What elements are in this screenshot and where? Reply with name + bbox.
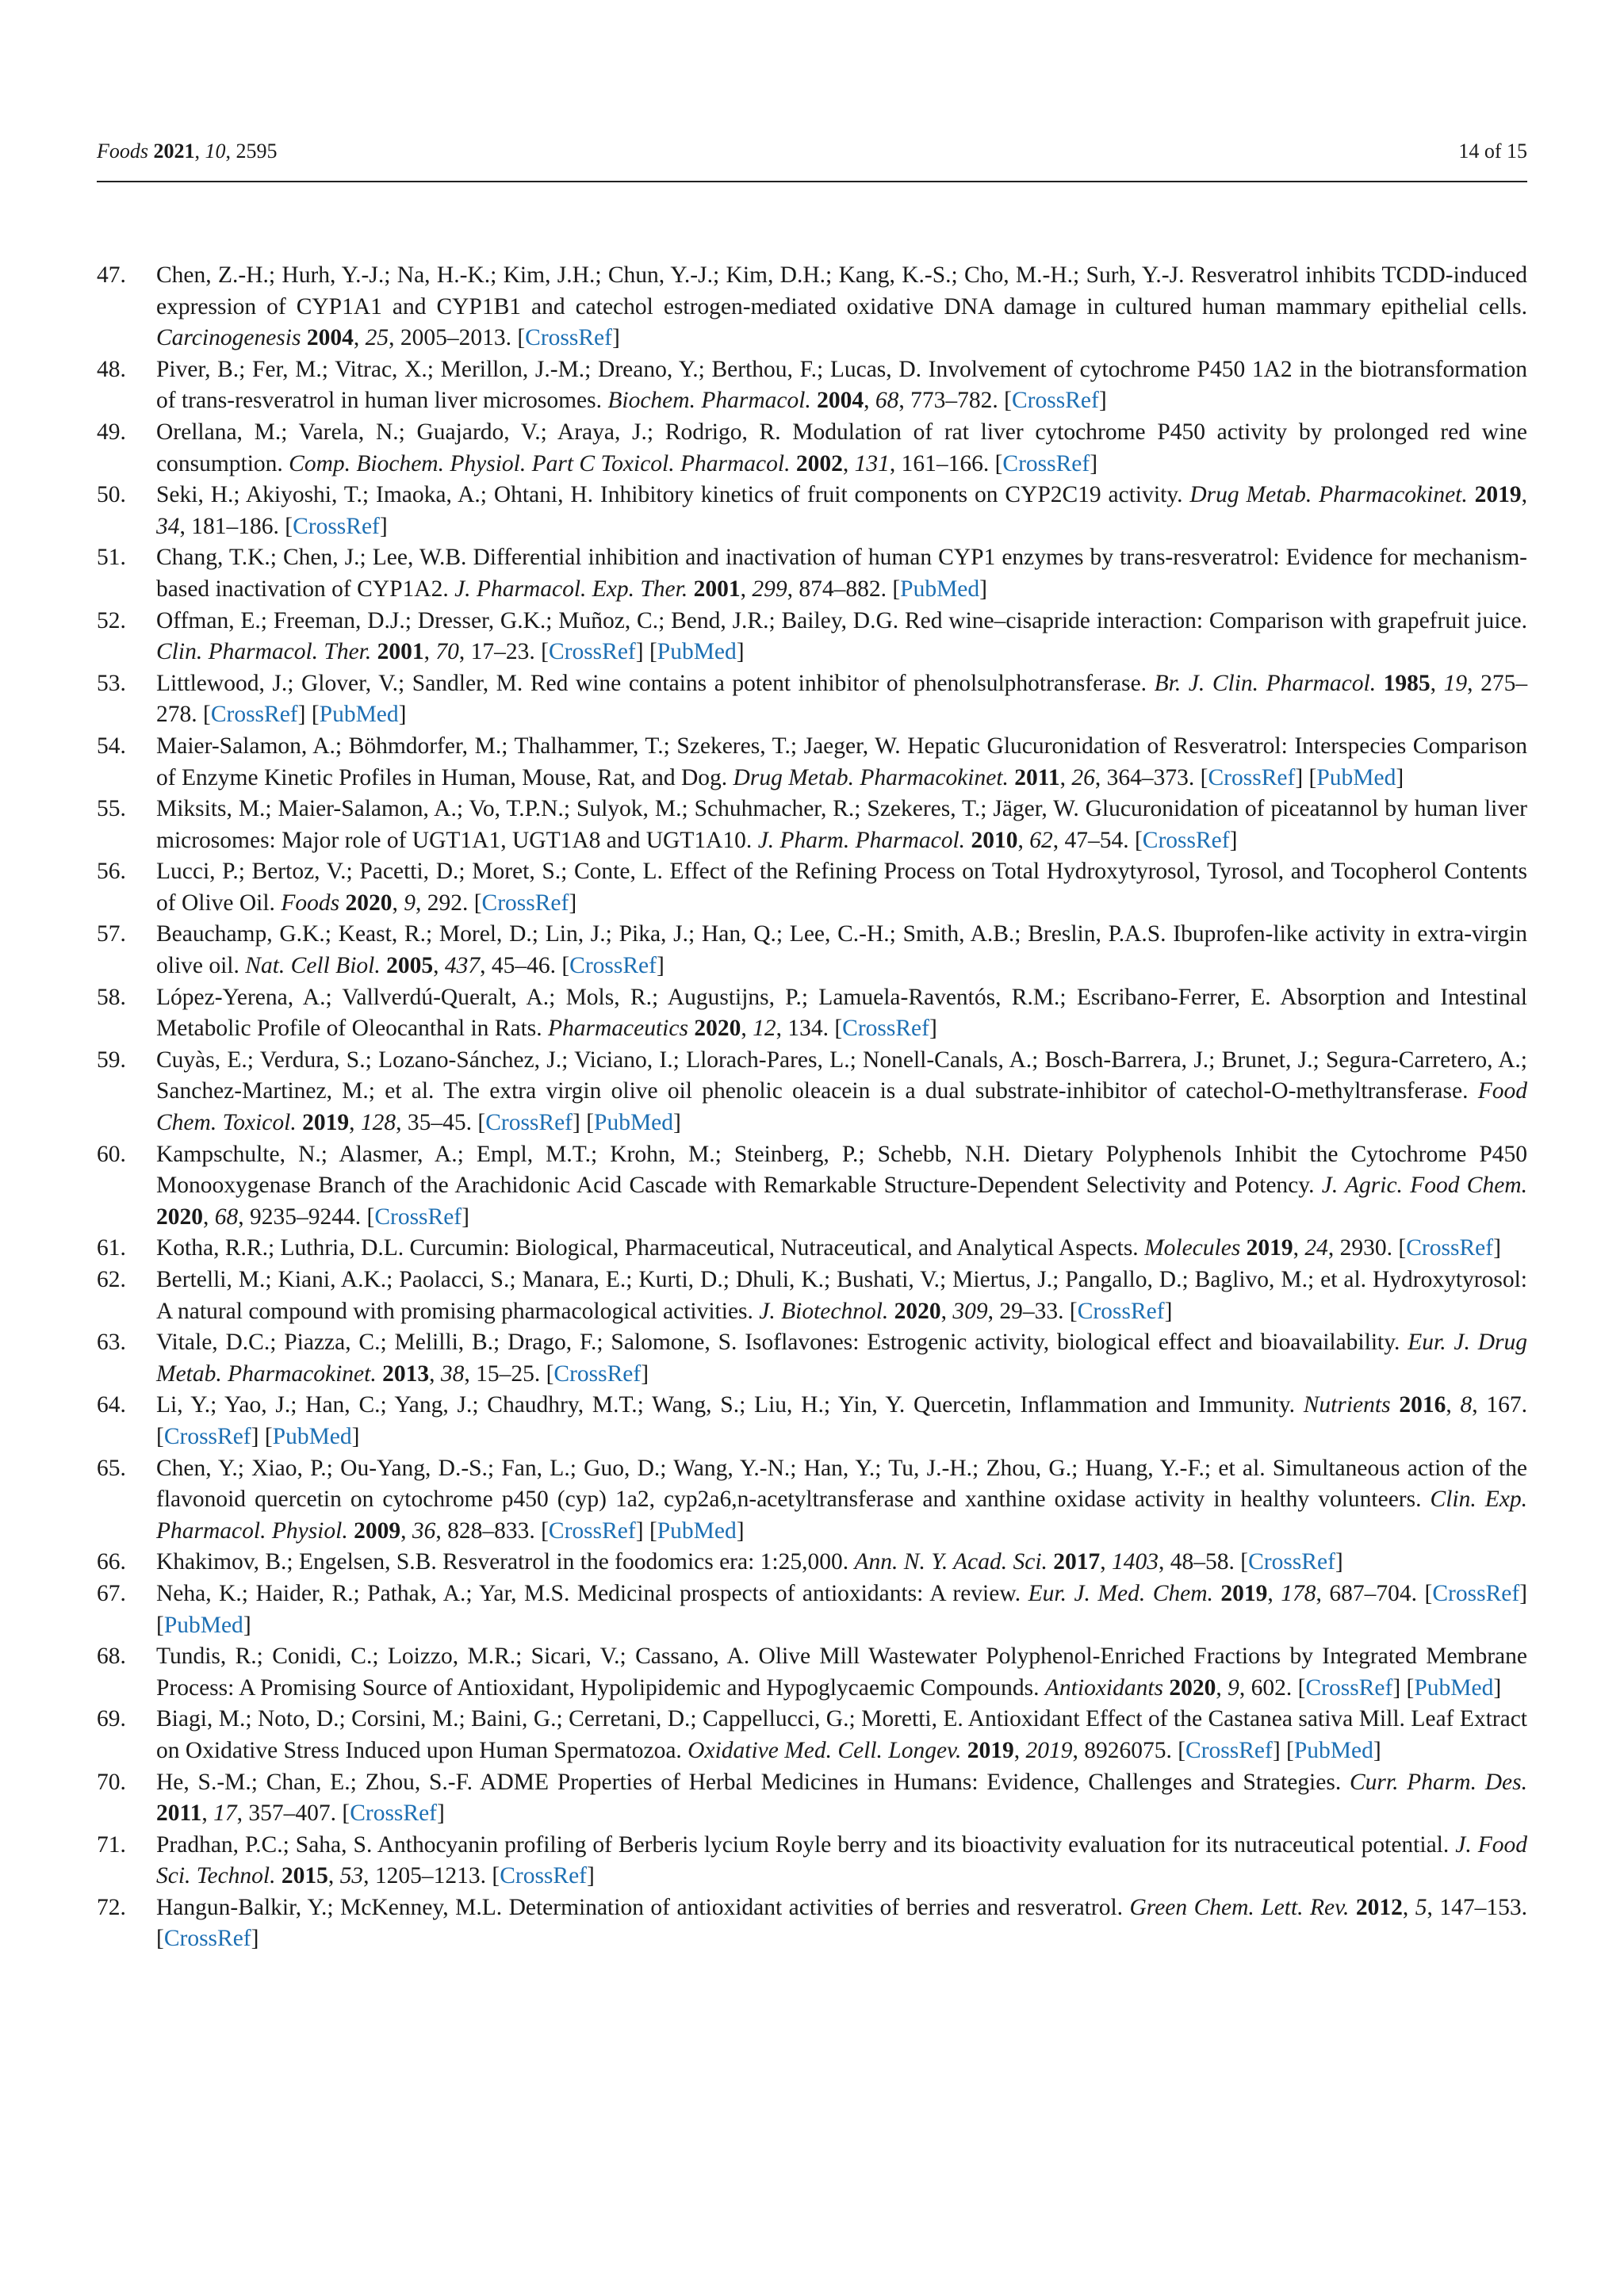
reference-year: 2001: [693, 576, 741, 602]
reference-pages: 15–25.: [476, 1360, 541, 1387]
reference-text: Bertelli, M.; Kiani, A.K.; Paolacci, S.; Manara, E.; Kurti, D.; Dhuli, K.; Bushati, V.; Miertus, J.; Pangallo, D.; Baglivo, M.; et al. Hydroxytyrosol: A natural compound with promising pharmacological activities.: [156, 1267, 1527, 1324]
reference-text: Cuyàs, E.; Verdura, S.; Lozano-Sánchez, J.; Viciano, I.; Llorach-Pares, L.; Nonell-Canals, A.; Bosch-Barrera, J.; Brunet, J.; Segura-Carretero, A.; Sanchez-Martinez, M.; et al. The extra virgin olive oil phenolic oleacein is a dual substrate-inhibitor of catechol-O-methyltransferase.: [156, 1047, 1527, 1104]
journal-year: 2021: [153, 140, 195, 163]
reference-link-crossref[interactable]: CrossRef: [500, 1863, 588, 1889]
reference-item: [97, 1892, 1527, 1955]
reference-link-crossref[interactable]: CrossRef: [1432, 1580, 1520, 1606]
reference-number: 58.: [97, 984, 126, 1010]
reference-text: Biagi, M.; Noto, D.; Corsini, M.; Baini, G.; Cerretani, D.; Cappellucci, G.; Moretti, E. Antioxidant Effect of the Castanea sativa Mill. Leaf Extract on Oxidative Stress Induced upon Human Spermatozoa.: [156, 1706, 1527, 1763]
reference-volume: 38: [440, 1360, 465, 1387]
reference-number: 65.: [97, 1455, 126, 1481]
reference-link-crossref[interactable]: CrossRef: [163, 1423, 251, 1449]
reference-link-crossref[interactable]: CrossRef: [525, 325, 612, 351]
reference-text: Beauchamp, G.K.; Keast, R.; Morel, D.; Lin, J.; Pika, J.; Han, Q.; Lee, C.-H.; Smith, A.B.; Breslin, P.A.S. Ibuprofen-like activity in extra-virgin olive oil.: [156, 921, 1527, 979]
reference-journal: J. Food Sci. Technol.: [156, 1831, 1527, 1889]
reference-text: Li, Y.; Yao, J.; Han, C.; Yang, J.; Chaudhry, M.T.; Wang, S.; Liu, H.; Yin, Y. Quercetin, Inflammation and Immunity.: [156, 1392, 1295, 1418]
reference-journal: Clin. Exp. Pharmacol. Physiol.: [156, 1487, 1527, 1544]
reference-text: Offman, E.; Freeman, D.J.; Dresser, G.K.; Muñoz, C.; Bend, J.R.; Bailey, D.G. Red wine–cisapride interaction: Comparison with grapefruit juice.: [156, 607, 1527, 633]
reference-link-pubmed[interactable]: PubMed: [657, 639, 737, 665]
reference-pages: 773–782.: [910, 388, 998, 414]
reference-text: Hangun-Balkir, Y.; McKenney, M.L. Determination of antioxidant activities of berries and resveratrol.: [156, 1894, 1124, 1920]
reference-item: [97, 668, 1527, 731]
reference-body: Bertelli, M.; Kiani, A.K.; Paolacci, S.; Manara, E.; Kurti, D.; Dhuli, K.; Bushati, V.; Miertus, J.; Pangallo, D.; Baglivo, M.; et al. Hydroxytyrosol: A natural compound with promising pharmacological activities. J. Biotechnol. 2020, 309, 29–33. [CrossRef]: [156, 1267, 1527, 1324]
reference-journal: Oxidative Med. Cell. Longev.: [688, 1737, 962, 1763]
reference-link-pubmed[interactable]: PubMed: [319, 702, 399, 728]
reference-body: Beauchamp, G.K.; Keast, R.; Morel, D.; Lin, J.; Pika, J.; Han, Q.; Lee, C.-H.; Smith, A.B.; Breslin, P.A.S. Ibuprofen-like activity in extra-virgin olive oil. Nat. Cell Biol. 2005, 437, 45–46. [CrossRef]: [156, 921, 1527, 979]
reference-item: [97, 1233, 1527, 1265]
reference-item: [97, 1578, 1527, 1641]
reference-volume: 12: [753, 1016, 776, 1042]
reference-body: He, S.-M.; Chan, E.; Zhou, S.-F. ADME Properties of Herbal Medicines in Humans: Evidence, Challenges and Strategies. Curr. Pharm. Des. 2011, 17, 357–407. [CrossRef]: [156, 1769, 1527, 1827]
reference-number: 50.: [97, 482, 126, 508]
reference-item: [97, 1767, 1527, 1830]
reference-link-pubmed[interactable]: PubMed: [1293, 1737, 1373, 1763]
reference-text: Neha, K.; Haider, R.; Pathak, A.; Yar, M.S. Medicinal prospects of antioxidants: A review.: [156, 1580, 1021, 1606]
reference-link-crossref[interactable]: CrossRef: [293, 513, 380, 539]
journal-name: Foods: [97, 140, 148, 163]
reference-journal: J. Pharm. Pharmacol.: [757, 827, 966, 853]
reference-volume: 8: [1460, 1392, 1473, 1418]
reference-number: 49.: [97, 419, 126, 445]
reference-item: [97, 731, 1527, 794]
reference-journal: J. Agric. Food Chem.: [1321, 1173, 1527, 1199]
reference-journal: Antioxidants: [1044, 1674, 1164, 1701]
reference-body: Kampschulte, N.; Alasmer, A.; Empl, M.T.; Krohn, M.; Steinberg, P.; Schebb, N.H. Dietary Polyphenols Inhibit the Cytochrome P450 Monooxygenase Branch of the Arachidonic Acid Cascade with Remarkable Structure-Dependent Selectivity and Potency. J. Agric. Food Chem. 2020, 68, 9235–9244. [CrossRef]: [156, 1141, 1527, 1230]
reference-body: Orellana, M.; Varela, N.; Guajardo, V.; Araya, J.; Rodrigo, R. Modulation of rat liver cytochrome P450 activity by prolonged red wine consumption. Comp. Biochem. Physiol. Part C Toxicol. Pharmacol. 2002, 131, 161–166. [CrossRef]: [156, 419, 1527, 476]
reference-volume: 5: [1415, 1894, 1427, 1920]
reference-year: 2017: [1053, 1549, 1101, 1575]
reference-body: López-Yerena, A.; Vallverdú-Queralt, A.; Mols, R.; Augustijns, P.; Lamuela-Raventós, R.M.; Escribano-Ferrer, E. Absorption and Intestinal Metabolic Profile of Oleocanthal in Rats. Pharmaceutics 2020, 12, 134. [CrossRef]: [156, 984, 1527, 1042]
reference-item: [97, 1641, 1527, 1704]
reference-pages: 687–704.: [1329, 1580, 1418, 1606]
reference-link-crossref[interactable]: CrossRef: [1305, 1674, 1393, 1701]
reference-text: He, S.-M.; Chan, E.; Zhou, S.-F. ADME Properties of Herbal Medicines in Humans: Evidence, Challenges and Strategies.: [156, 1769, 1342, 1795]
reference-body: Chen, Y.; Xiao, P.; Ou-Yang, D.-S.; Fan, L.; Guo, D.; Wang, Y.-N.; Han, Y.; Tu, J.-H.; Zhou, G.; Huang, Y.-F.; et al. Simultaneous action of the flavonoid quercetin on cytochrome p450 (cyp) 1a2, cyp2a6,n-acetyltransferase and xanthine oxidase activity in healthy volunteers. Clin. Exp. Pharmacol. Physiol. 2009, 36, 828–833. [CrossRef] [PubMed]: [156, 1455, 1527, 1544]
reference-journal: Br. J. Clin. Pharmacol.: [1154, 670, 1377, 696]
reference-link-crossref[interactable]: CrossRef: [210, 702, 298, 728]
reference-pages: 357–407.: [248, 1800, 336, 1827]
reference-year: 2011: [1014, 764, 1060, 790]
reference-number: 52.: [97, 607, 126, 633]
reference-number: 51.: [97, 545, 126, 571]
reference-body: Lucci, P.; Bertoz, V.; Pacetti, D.; Moret, S.; Conte, L. Effect of the Refining Process on Total Hydroxytyrosol, Tyrosol, and Tocopherol Contents of Olive Oil. Foods 2020, 9, 292. [CrossRef]: [156, 859, 1527, 916]
reference-pages: 29–33.: [999, 1298, 1064, 1324]
reference-volume: 53: [339, 1863, 364, 1889]
reference-volume: 309: [952, 1298, 988, 1324]
reference-pages: 2005–2013.: [400, 325, 511, 351]
reference-link-pubmed[interactable]: PubMed: [163, 1612, 243, 1638]
header-rule: [97, 181, 1527, 182]
reference-year: 2004: [306, 325, 354, 351]
reference-pages: 8926075.: [1084, 1737, 1172, 1763]
reference-link-crossref[interactable]: CrossRef: [553, 1360, 642, 1387]
reference-number: 71.: [97, 1831, 126, 1858]
reference-year: 2015: [281, 1863, 328, 1889]
reference-link-crossref[interactable]: CrossRef: [481, 890, 569, 916]
reference-volume: 437: [444, 953, 481, 979]
reference-pages: 35–45.: [407, 1110, 472, 1136]
reference-body: Tundis, R.; Conidi, C.; Loizzo, M.R.; Sicari, V.; Cassano, A. Olive Mill Wastewater Polyphenol-Enriched Fractions by Integrated Membrane Process: A Promising Source of Antioxidant, Hypolipidemic and Hypoglycaemic Compounds. Antioxidants 2020, 9, 602. [CrossRef] [PubMed]: [156, 1644, 1527, 1701]
reference-text: Khakimov, B.; Engelsen, S.B. Resveratrol in the foodomics era: 1:25,000.: [156, 1549, 849, 1575]
reference-year: 2001: [377, 639, 424, 665]
reference-text: Maier-Salamon, A.; Böhmdorfer, M.; Thalhammer, T.; Szekeres, T.; Jaeger, W. Hepatic Glucuronidation of Resveratrol: Interspecies Comparison of Enzyme Kinetic Profiles in Human, Mouse, Rat, and Dog.: [156, 733, 1527, 790]
reference-volume: 9: [404, 890, 416, 916]
reference-journal: Pharmaceutics: [548, 1016, 688, 1042]
reference-volume: 1403: [1112, 1549, 1159, 1575]
reference-number: 69.: [97, 1706, 126, 1732]
reference-journal: Comp. Biochem. Physiol. Part C Toxicol. Pharmacol.: [289, 450, 791, 476]
reference-year: 2011: [156, 1800, 202, 1827]
reference-item: [97, 1830, 1527, 1892]
reference-volume: 25: [365, 325, 389, 351]
reference-text: López-Yerena, A.; Vallverdú-Queralt, A.; Mols, R.; Augustijns, P.; Lamuela-Raventós, R.M.; Escribano-Ferrer, E. Absorption and Intestinal Metabolic Profile of Oleocanthal in Rats.: [156, 984, 1527, 1042]
reference-item: [97, 919, 1527, 982]
running-header: [97, 140, 1527, 163]
reference-text: Miksits, M.; Maier-Salamon, A.; Vo, T.P.N.; Sulyok, M.; Schuhmacher, R.; Szekeres, T.; Jäger, W. Glucuronidation of piceatannol by human liver microsomes: Major role of UGT1A1, UGT1A8 and UGT1A10.: [156, 796, 1527, 853]
reference-pages: 1205–1213.: [374, 1863, 486, 1889]
reference-journal: Molecules: [1144, 1235, 1241, 1261]
reference-link-pubmed[interactable]: PubMed: [272, 1423, 352, 1449]
reference-link-crossref[interactable]: CrossRef: [350, 1800, 438, 1827]
reference-journal: Curr. Pharm. Des.: [1350, 1769, 1527, 1795]
reference-number: 70.: [97, 1769, 126, 1795]
reference-journal: Nat. Cell Biol.: [245, 953, 381, 979]
reference-volume: 299: [752, 576, 787, 602]
reference-journal: Foods: [281, 890, 340, 916]
reference-item: [97, 480, 1527, 542]
reference-volume: 68: [214, 1203, 239, 1230]
reference-number: 47.: [97, 262, 126, 288]
reference-number: 61.: [97, 1235, 126, 1261]
reference-link-crossref[interactable]: CrossRef: [374, 1203, 462, 1230]
reference-volume: 68: [875, 388, 899, 414]
reference-link-crossref[interactable]: CrossRef: [569, 953, 657, 979]
reference-link-pubmed[interactable]: PubMed: [1316, 764, 1396, 790]
reference-volume: 17: [213, 1800, 237, 1827]
reference-body: Vitale, D.C.; Piazza, C.; Melilli, B.; Drago, F.; Salomone, S. Isoflavones: Estrogenic activity, biological effect and bioavailability. Eur. J. Drug Metab. Pharmacokinet. 2013, 38, 15–25. [CrossRef]: [156, 1330, 1528, 1387]
reference-body: Seki, H.; Akiyoshi, T.; Imaoka, A.; Ohtani, H. Inhibitory kinetics of fruit components on CYP2C19 activity. Drug Metab. Pharmacokinet. 2019, 34, 181–186. [CrossRef]: [156, 482, 1528, 539]
reference-text: Lucci, P.; Bertoz, V.; Pacetti, D.; Moret, S.; Conte, L. Effect of the Refining Process on Total Hydroxytyrosol, Tyrosol, and Tocopherol Contents of Olive Oil.: [156, 859, 1527, 916]
reference-number: 72.: [97, 1894, 126, 1920]
reference-item: [97, 542, 1527, 605]
reference-body: Hangun-Balkir, Y.; McKenney, M.L. Determination of antioxidant activities of berries and resveratrol. Green Chem. Lett. Rev. 2012, 5, 147–153. [CrossRef]: [156, 1894, 1527, 1952]
reference-number: 67.: [97, 1580, 126, 1606]
reference-body: Neha, K.; Haider, R.; Pathak, A.; Yar, M.S. Medicinal prospects of antioxidants: A review. Eur. J. Med. Chem. 2019, 178, 687–704. [CrossRef] [PubMed]: [156, 1580, 1527, 1638]
reference-volume: 128: [360, 1110, 396, 1136]
reference-text: Orellana, M.; Varela, N.; Guajardo, V.; Araya, J.; Rodrigo, R. Modulation of rat liver cytochrome P450 activity by prolonged red wine consumption.: [156, 419, 1527, 476]
reference-pages: 828–833.: [447, 1517, 535, 1544]
journal-volume: 10: [205, 140, 226, 163]
reference-link-crossref[interactable]: CrossRef: [163, 1926, 251, 1952]
reference-year: 2010: [971, 827, 1018, 853]
reference-volume: 26: [1071, 764, 1095, 790]
page-number: 14 of 15: [1458, 140, 1527, 163]
reference-body: Cuyàs, E.; Verdura, S.; Lozano-Sánchez, J.; Viciano, I.; Llorach-Pares, L.; Nonell-Canals, A.; Bosch-Barrera, J.; Brunet, J.; Segura-Carretero, A.; Sanchez-Martinez, M.; et al. The extra virgin olive oil phenolic oleacein is a dual substrate-inhibitor of catechol-O-methyltransferase. Food Chem. Toxicol. 2019, 128, 35–45. [CrossRef] [PubMed]: [156, 1047, 1528, 1136]
reference-item: [97, 1139, 1527, 1234]
reference-body: Piver, B.; Fer, M.; Vitrac, X.; Merillon, J.-M.; Dreano, Y.; Berthou, F.; Lucas, D. Involvement of cytochrome P450 1A2 in the biotransformation of trans-resveratrol in human liver microsomes. Biochem. Pharmacol. 2004, 68, 773–782. [CrossRef]: [156, 356, 1527, 414]
reference-journal: Clin. Pharmacol. Ther.: [156, 639, 372, 665]
reference-item: [97, 982, 1527, 1045]
reference-journal: Drug Metab. Pharmacokinet.: [1189, 482, 1468, 508]
reference-year: 2020: [156, 1203, 203, 1230]
reference-pages: 275–278.: [156, 670, 1528, 728]
reference-link-crossref[interactable]: CrossRef: [485, 1110, 573, 1136]
reference-year: 2020: [694, 1016, 741, 1042]
reference-item: [97, 1390, 1527, 1452]
reference-year: 2020: [345, 890, 393, 916]
reference-link-crossref[interactable]: CrossRef: [1142, 827, 1230, 853]
reference-number: 59.: [97, 1047, 126, 1073]
reference-item: [97, 354, 1527, 417]
reference-year: 2019: [1474, 482, 1522, 508]
reference-body: Offman, E.; Freeman, D.J.; Dresser, G.K.; Muñoz, C.; Bend, J.R.; Bailey, D.G. Red wine–cisapride interaction: Comparison with grapefruit juice. Clin. Pharmacol. Ther. 2001, 70, 17–23. [CrossRef] [PubMed]: [156, 607, 1527, 665]
reference-year: 2009: [354, 1517, 401, 1544]
reference-text: Chang, T.K.; Chen, J.; Lee, W.B. Differential inhibition and inactivation of human CYP1 enzymes by trans-resveratrol: Evidence for mechanism-based inactivation of CYP1A2.: [156, 545, 1527, 602]
reference-body: Pradhan, P.C.; Saha, S. Anthocyanin profiling of Berberis lycium Royle berry and its bioactivity evaluation for its nutraceutical potential. J. Food Sci. Technol. 2015, 53, 1205–1213. [CrossRef]: [156, 1831, 1527, 1889]
reference-volume: 19: [1443, 670, 1468, 696]
reference-journal: Carcinogenesis: [156, 325, 301, 351]
reference-text: Pradhan, P.C.; Saha, S. Anthocyanin profiling of Berberis lycium Royle berry and its bioactivity evaluation for its nutraceutical potential.: [156, 1831, 1450, 1858]
reference-number: 62.: [97, 1267, 126, 1292]
reference-pages: 17–23.: [470, 639, 535, 665]
reference-number: 63.: [97, 1330, 126, 1356]
reference-volume: 24: [1304, 1235, 1328, 1261]
reference-item: [97, 794, 1527, 856]
reference-number: 64.: [97, 1392, 126, 1418]
reference-journal: Drug Metab. Pharmacokinet.: [733, 764, 1009, 790]
reference-year: 1985: [1383, 670, 1431, 696]
reference-list: [97, 260, 1527, 1955]
reference-link-crossref[interactable]: CrossRef: [842, 1016, 929, 1042]
reference-journal: Eur. J. Drug Metab. Pharmacokinet.: [156, 1330, 1528, 1387]
reference-link-crossref[interactable]: CrossRef: [1406, 1235, 1494, 1261]
reference-text: Chen, Z.-H.; Hurh, Y.-J.; Na, H.-K.; Kim, J.H.; Chun, Y.-J.; Kim, D.H.; Kang, K.-S.; Cho, M.-H.; Surh, Y.-J. Resveratrol inhibits TCDD-induced expression of CYP1A1 and CYP1B1 and catechol estrogen-mediated oxidative DNA damage in cultured human mammary epithelial cells.: [156, 262, 1527, 320]
reference-item: [97, 260, 1527, 354]
reference-body: Khakimov, B.; Engelsen, S.B. Resveratrol in the foodomics era: 1:25,000. Ann. N. Y. Acad. Sci. 2017, 1403, 48–58. [CrossRef]: [156, 1549, 1343, 1575]
reference-pages: 9235–9244.: [250, 1203, 362, 1230]
reference-journal: J. Biotechnol.: [759, 1298, 889, 1324]
reference-pages: 2930.: [1339, 1235, 1393, 1261]
reference-number: 68.: [97, 1644, 126, 1670]
reference-body: Maier-Salamon, A.; Böhmdorfer, M.; Thalhammer, T.; Szekeres, T.; Jaeger, W. Hepatic Glucuronidation of Resveratrol: Interspecies Comparison of Enzyme Kinetic Profiles in Human, Mouse, Rat, and Dog. Drug Metab. Pharmacokinet. 2011, 26, 364–373. [CrossRef] [PubMed]: [156, 733, 1527, 790]
reference-year: 2019: [1220, 1580, 1268, 1606]
reference-item: [97, 856, 1527, 919]
reference-item: [97, 1547, 1527, 1578]
reference-item: [97, 606, 1527, 668]
reference-volume: 178: [1281, 1580, 1316, 1606]
reference-pages: 45–46.: [491, 953, 556, 979]
reference-year: 2002: [795, 450, 843, 476]
reference-body: Littlewood, J.; Glover, V.; Sandler, M. Red wine contains a potent inhibitor of phenolsulphotransferase. Br. J. Clin. Pharmacol. 1985, 19, 275–278. [CrossRef] [PubMed]: [156, 670, 1528, 728]
reference-link-crossref[interactable]: CrossRef: [548, 1517, 636, 1544]
reference-text: Vitale, D.C.; Piazza, C.; Melilli, B.; Drago, F.; Salomone, S. Isoflavones: Estrogenic activity, biological effect and bioavailability.: [156, 1330, 1400, 1356]
reference-number: 60.: [97, 1141, 126, 1167]
reference-body: Chang, T.K.; Chen, J.; Lee, W.B. Differential inhibition and inactivation of human CYP1 enzymes by trans-resveratrol: Evidence for mechanism-based inactivation of CYP1A2. J. Pharmacol. Exp. Ther. 2001, 299, 874–882. [PubMed]: [156, 545, 1527, 602]
reference-number: 53.: [97, 670, 126, 696]
reference-body: Chen, Z.-H.; Hurh, Y.-J.; Na, H.-K.; Kim, J.H.; Chun, Y.-J.; Kim, D.H.; Kang, K.-S.; Cho, M.-H.; Surh, Y.-J. Resveratrol inhibits TCDD-induced expression of CYP1A1 and CYP1B1 and catechol estrogen-mediated oxidative DNA damage in cultured human mammary epithelial cells. Carcinogenesis 2004, 25, 2005–2013. [CrossRef]: [156, 262, 1527, 351]
reference-body: Miksits, M.; Maier-Salamon, A.; Vo, T.P.N.; Sulyok, M.; Schuhmacher, R.; Szekeres, T.; Jäger, W. Glucuronidation of piceatannol by human liver microsomes: Major role of UGT1A1, UGT1A8 and UGT1A10. J. Pharm. Pharmacol. 2010, 62, 47–54. [CrossRef]: [156, 796, 1527, 853]
reference-link-crossref[interactable]: CrossRef: [1248, 1549, 1335, 1575]
reference-text: Chen, Y.; Xiao, P.; Ou-Yang, D.-S.; Fan, L.; Guo, D.; Wang, Y.-N.; Han, Y.; Tu, J.-H.; Zhou, G.; Huang, Y.-F.; et al. Simultaneous action of the flavonoid quercetin on cytochrome p450 (cyp) 1a2, cyp2a6,n-acetyltransferase and xanthine oxidase activity in healthy volunteers.: [156, 1455, 1527, 1513]
reference-text: Kotha, R.R.; Luthria, D.L. Curcumin: Biological, Pharmaceutical, Nutraceutical, and Analytical Aspects.: [156, 1235, 1139, 1261]
reference-link-crossref[interactable]: CrossRef: [1012, 388, 1099, 414]
reference-volume: 131: [854, 450, 890, 476]
reference-link-crossref[interactable]: CrossRef: [1002, 450, 1090, 476]
reference-number: 48.: [97, 356, 126, 382]
reference-volume: 36: [412, 1517, 436, 1544]
reference-year: 2019: [302, 1110, 350, 1136]
reference-item: [97, 1327, 1527, 1390]
reference-link-crossref[interactable]: CrossRef: [1077, 1298, 1165, 1324]
reference-pages: 874–882.: [799, 576, 887, 602]
reference-journal: J. Pharmacol. Exp. Ther.: [454, 576, 688, 602]
reference-volume: 70: [435, 639, 459, 665]
reference-year: 2019: [967, 1737, 1014, 1763]
reference-link-crossref[interactable]: CrossRef: [1185, 1737, 1273, 1763]
reference-pages: 147–153.: [1439, 1894, 1527, 1920]
reference-item: [97, 1453, 1527, 1548]
reference-journal: Ann. N. Y. Acad. Sci.: [854, 1549, 1048, 1575]
reference-text: Tundis, R.; Conidi, C.; Loizzo, M.R.; Sicari, V.; Cassano, A. Olive Mill Wastewater Polyphenol-Enriched Fractions by Integrated Membrane Process: A Promising Source of Antioxidant, Hypolipidemic and Hypoglycaemic Compounds.: [156, 1644, 1527, 1701]
reference-number: 55.: [97, 796, 126, 822]
reference-journal: Eur. J. Med. Chem.: [1028, 1580, 1213, 1606]
reference-volume: 34: [156, 513, 180, 539]
reference-volume: 2019: [1025, 1737, 1073, 1763]
reference-pages: 602.: [1251, 1674, 1293, 1701]
reference-pages: 134.: [787, 1016, 829, 1042]
reference-year: 2019: [1246, 1235, 1293, 1261]
reference-item: [97, 1045, 1527, 1139]
reference-text: Piver, B.; Fer, M.; Vitrac, X.; Merillon, J.-M.; Dreano, Y.; Berthou, F.; Lucas, D. Involvement of cytochrome P450 1A2 in the biotransformation of trans-resveratrol in human liver microsomes.: [156, 356, 1527, 414]
reference-text: Seki, H.; Akiyoshi, T.; Imaoka, A.; Ohtani, H. Inhibitory kinetics of fruit components on CYP2C19 activity.: [156, 482, 1183, 508]
reference-journal: Food Chem. Toxicol.: [156, 1078, 1528, 1136]
reference-year: 2012: [1355, 1894, 1403, 1920]
reference-year: 2013: [382, 1360, 430, 1387]
reference-journal: Green Chem. Lett. Rev.: [1129, 1894, 1350, 1920]
reference-pages: 48–58.: [1170, 1549, 1235, 1575]
reference-year: 2020: [1169, 1674, 1216, 1701]
reference-year: 2016: [1399, 1392, 1446, 1418]
reference-volume: 9: [1228, 1674, 1239, 1701]
journal-citation: Foods 2021, 10, 2595: [97, 140, 278, 163]
article-number: 2595: [236, 140, 278, 163]
reference-text: Littlewood, J.; Glover, V.; Sandler, M. Red wine contains a potent inhibitor of phenolsulphotransferase.: [156, 670, 1147, 696]
reference-link-crossref[interactable]: CrossRef: [548, 639, 636, 665]
reference-body: Kotha, R.R.; Luthria, D.L. Curcumin: Biological, Pharmaceutical, Nutraceutical, and Analytical Aspects. Molecules 2019, 24, 2930. [CrossRef]: [156, 1235, 1501, 1261]
reference-journal: Nutrients: [1303, 1392, 1391, 1418]
reference-body: Li, Y.; Yao, J.; Han, C.; Yang, J.; Chaudhry, M.T.; Wang, S.; Liu, H.; Yin, Y. Quercetin, Inflammation and Immunity. Nutrients 2016, 8, 167. [CrossRef] [PubMed]: [156, 1392, 1528, 1449]
reference-item: [97, 1704, 1527, 1766]
reference-number: 66.: [97, 1549, 126, 1575]
reference-pages: 181–186.: [191, 513, 279, 539]
reference-number: 56.: [97, 859, 126, 885]
reference-link-pubmed[interactable]: PubMed: [657, 1517, 737, 1544]
reference-pages: 364–373.: [1106, 764, 1195, 790]
reference-pages: 292.: [427, 890, 469, 916]
reference-volume: 62: [1029, 827, 1053, 853]
reference-body: Biagi, M.; Noto, D.; Corsini, M.; Baini, G.; Cerretani, D.; Cappellucci, G.; Moretti, E. Antioxidant Effect of the Castanea sativa Mill. Leaf Extract on Oxidative Stress Induced upon Human Spermatozoa. Oxidative Med. Cell. Longev. 2019, 2019, 8926075. [CrossRef] [PubMed]: [156, 1706, 1527, 1763]
reference-link-pubmed[interactable]: PubMed: [1414, 1674, 1494, 1701]
reference-journal: Biochem. Pharmacol.: [607, 388, 811, 414]
reference-item: [97, 1265, 1527, 1327]
reference-pages: 167.: [1486, 1392, 1528, 1418]
reference-pages: 47–54.: [1064, 827, 1129, 853]
reference-link-pubmed[interactable]: PubMed: [900, 576, 980, 602]
reference-number: 54.: [97, 733, 126, 759]
reference-year: 2005: [386, 953, 434, 979]
reference-year: 2020: [894, 1298, 941, 1324]
reference-year: 2004: [817, 388, 864, 414]
reference-link-pubmed[interactable]: PubMed: [594, 1110, 674, 1136]
reference-link-crossref[interactable]: CrossRef: [1208, 764, 1296, 790]
reference-text: Kampschulte, N.; Alasmer, A.; Empl, M.T.; Krohn, M.; Steinberg, P.; Schebb, N.H. Dietary Polyphenols Inhibit the Cytochrome P450 Monooxygenase Branch of the Arachidonic Acid Cascade with Remarkable Structure-Dependent Selectivity and Potency.: [156, 1141, 1527, 1199]
reference-number: 57.: [97, 921, 126, 947]
reference-pages: 161–166.: [901, 450, 990, 476]
reference-item: [97, 417, 1527, 480]
